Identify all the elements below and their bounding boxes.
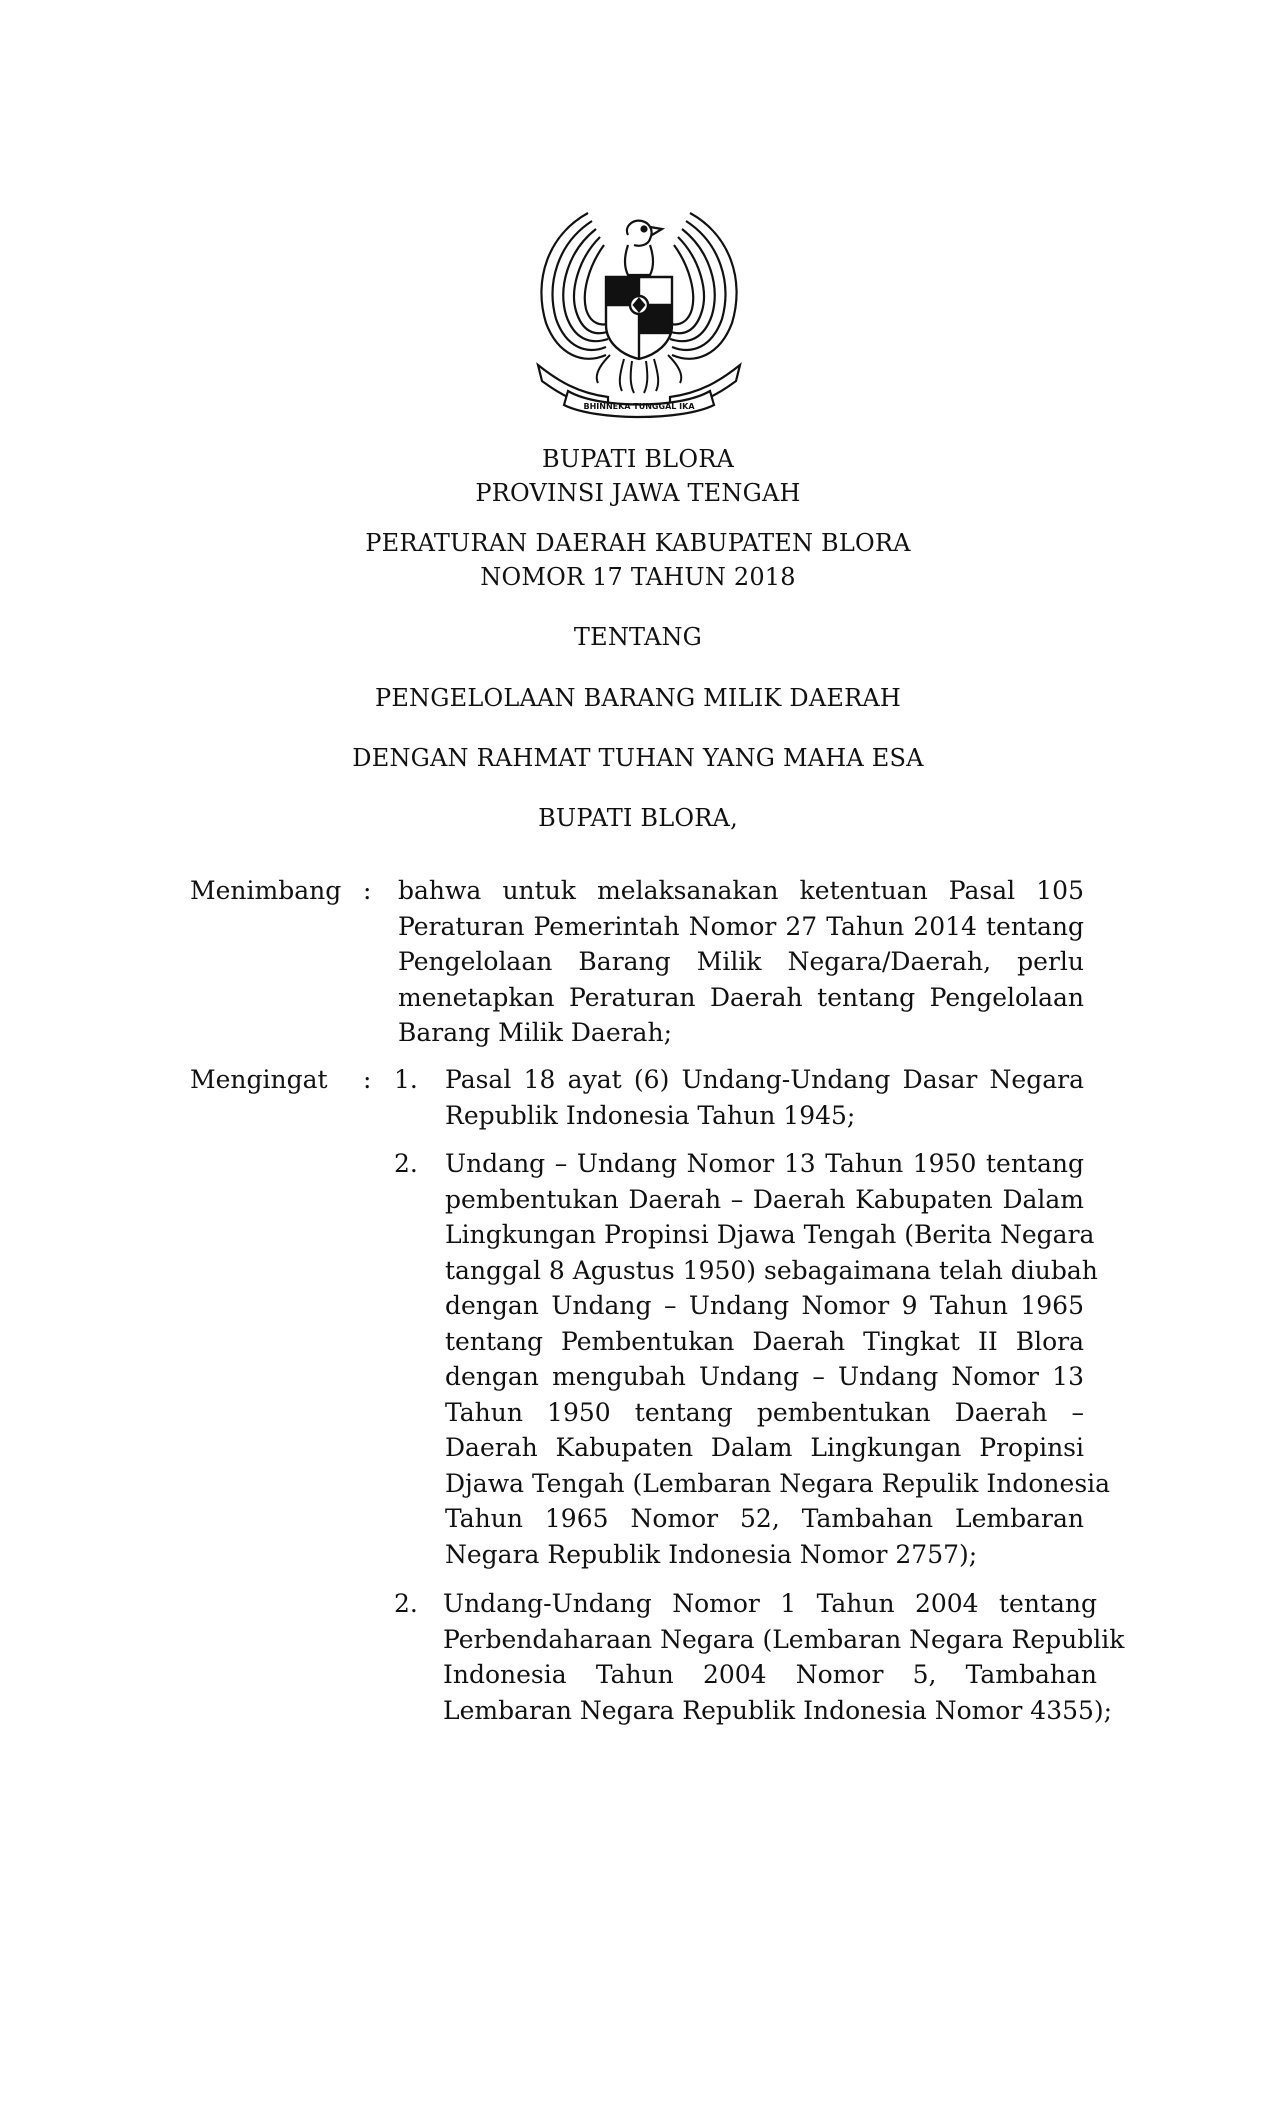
heading-peraturan: PERATURAN DAERAH KABUPATEN BLORA [365,529,911,557]
menimbang-text [398,873,1084,1051]
mengingat-colon: : [363,1065,372,1094]
mengingat-line: tanggal 8 Agustus 1950) sebagaimana telah diubah [445,1255,1098,1285]
mengingat-line: Republik Indonesia Tahun 1945; [445,1100,856,1130]
mengingat-line: dengan mengubah Undang – Undang Nomor 13 [445,1362,1084,1391]
emblem-motto-text: BHINNEKA TUNGGAL IKA [583,402,695,411]
garuda-emblem-icon [528,205,750,423]
mengingat-label: Mengingat [190,1065,328,1094]
mengingat-line: Tahun 1950 tentang pembentukan Daerah – [445,1397,1084,1427]
heading-tentang: TENTANG [573,623,703,651]
mengingat-item-number: 2. [394,1149,418,1178]
mengingat-line: Perbendaharaan Negara (Lembaran Negara Republik [443,1624,1125,1654]
heading-nomor: NOMOR 17 TAHUN 2018 [480,563,796,591]
mengingat-line: Tahun 1965 Nomor 52, Tambahan Lembaran [445,1504,1084,1533]
heading-provinsi: PROVINSI JAWA TENGAH [475,479,801,507]
menimbang-line: menetapkan Peraturan Daerah tentang Pengelolaan [398,982,1084,1012]
mengingat-item-1 [445,1062,1084,1133]
mengingat-line: Undang-Undang Nomor 1 Tahun 2004 tentang [443,1589,1097,1618]
heading-bupati: BUPATI BLORA [542,445,734,473]
menimbang-line: Barang Milik Daerah; [398,1018,672,1047]
mengingat-line: Pasal 18 ayat (6) Undang-Undang Dasar Negara [445,1065,1084,1094]
mengingat-line: Negara Republik Indonesia Nomor 2757); [445,1539,978,1569]
heading-rahmat: DENGAN RAHMAT TUHAN YANG MAHA ESA [352,744,924,772]
menimbang-line: Pengelolaan Barang Milik Negara/Daerah, perlu [398,947,1084,976]
mengingat-line: pembentukan Daerah – Daerah Kabupaten Dalam [445,1184,1084,1214]
mengingat-line: Lingkungan Propinsi Djawa Tengah (Berita Negara [445,1220,1095,1249]
heading-subject: PENGELOLAAN BARANG MILIK DAERAH [374,684,902,712]
mengingat-item-number: 2. [394,1589,418,1618]
heading-bupati-blora: BUPATI BLORA, [538,804,738,832]
mengingat-line: Indonesia Tahun 2004 Nomor 5, Tambahan [443,1660,1097,1689]
menimbang-colon: : [363,876,372,905]
mengingat-line: Lembaran Negara Republik Indonesia Nomor 4355); [443,1695,1113,1725]
mengingat-item-3 [443,1586,1125,1728]
mengingat-line: Daerah Kabupaten Dalam Lingkungan Propinsi [445,1433,1084,1462]
menimbang-label: Menimbang [190,876,342,905]
menimbang-line: Peraturan Pemerintah Nomor 27 Tahun 2014 tentang [398,911,1084,941]
mengingat-line: dengan Undang – Undang Nomor 9 Tahun 1965 [445,1291,1084,1320]
mengingat-line: Djawa Tengah (Lembaran Negara Repulik Indonesia [445,1468,1111,1498]
mengingat-line: Undang – Undang Nomor 13 Tahun 1950 tentang [445,1149,1084,1178]
menimbang-line: bahwa untuk melaksanakan ketentuan Pasal 105 [398,876,1084,905]
mengingat-line: tentang Pembentukan Daerah Tingkat II Blora [445,1326,1084,1356]
mengingat-item-number: 1. [394,1065,418,1094]
mengingat-item-2 [445,1146,1111,1572]
